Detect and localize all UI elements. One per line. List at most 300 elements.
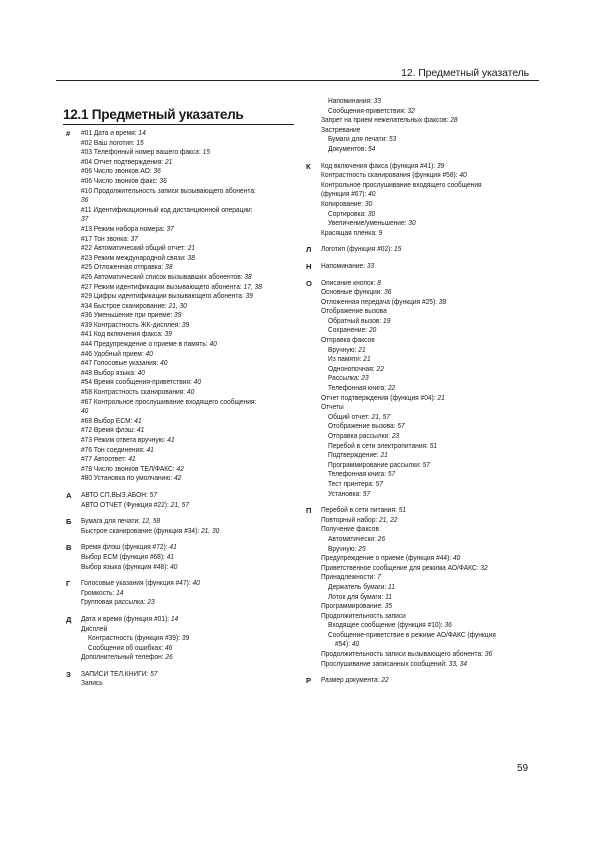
- index-entry-term: АВТО СП.ВЫЗ.АБОН:: [81, 490, 150, 499]
- index-entry-pages: 32: [407, 106, 415, 115]
- index-entry: [321, 355, 523, 365]
- index-entry-term: Отчеты: [321, 403, 344, 412]
- index-entry-pages: 11: [385, 592, 392, 601]
- index-entry-term: (функция #67):: [321, 190, 369, 199]
- index-entry: [321, 190, 523, 200]
- index-entry: [321, 602, 523, 612]
- index-entry-term: Телефонная книга:: [327, 470, 388, 479]
- index-entry-pages: 14: [170, 614, 179, 623]
- index-entry-pages: 30: [367, 209, 376, 218]
- index-entry-pages: 57: [149, 490, 158, 499]
- index-entry-pages: 41: [134, 416, 142, 425]
- page-header: [56, 52, 539, 81]
- index-entry-pages: 7: [377, 573, 381, 582]
- index-entry: [321, 432, 523, 442]
- index-entry-pages: 41: [136, 426, 145, 435]
- index-entry-term: #03 Телефонный номер вашего факса:: [81, 148, 203, 157]
- index-entry: [321, 516, 523, 526]
- index-group: [66, 129, 300, 484]
- index-entry: [321, 442, 523, 452]
- index-entry-term: Выбор ECM (функция #68):: [81, 552, 167, 561]
- index-entry-term: #76 Тон соединения:: [81, 445, 147, 454]
- index-entry-term: #13 Режим набора номера:: [81, 224, 167, 233]
- index-entry-pages: 26: [377, 534, 386, 543]
- index-entry-pages: 42: [173, 474, 182, 483]
- index-entry-pages: 40: [145, 349, 153, 358]
- index-group-letter: К: [306, 161, 311, 171]
- section-title: 12.1 Предметный указатель: [63, 107, 244, 122]
- index-entry: [321, 116, 523, 126]
- index-entry: [321, 413, 523, 423]
- index-entry-pages: 21: [380, 451, 388, 460]
- index-entry: [81, 634, 285, 644]
- index-entry-pages: 14: [138, 129, 146, 137]
- index-entry-term: Однонопочная:: [327, 364, 377, 373]
- index-entry-pages: 38: [165, 263, 173, 272]
- index-entry: [81, 388, 285, 398]
- index-entry: [81, 359, 285, 369]
- index-entry: [81, 206, 285, 216]
- index-entry-term: #58 Контрастность сканирования:: [81, 388, 187, 397]
- index-entry-pages: 41: [167, 436, 175, 444]
- index-entry: [81, 517, 285, 527]
- index-entry: [81, 436, 285, 446]
- index-entry-pages: 36: [159, 176, 167, 185]
- index-entry: [321, 640, 523, 650]
- index-entry-term: Автоматически:: [327, 534, 378, 543]
- index-entry: [321, 490, 523, 500]
- index-entry: [81, 283, 285, 293]
- index-entry: [321, 480, 523, 490]
- index-entry-pages: 21: [437, 393, 445, 402]
- page-number: 59: [517, 763, 529, 774]
- index-group: [306, 97, 538, 155]
- index-entry: [81, 177, 285, 187]
- index-entry-term: Размер документа:: [321, 676, 382, 685]
- index-entry-pages: 53: [388, 135, 397, 144]
- index-entry-pages: 40: [160, 359, 168, 368]
- index-entry-pages: 21: [363, 355, 371, 364]
- index-entry-pages: 40: [452, 554, 461, 563]
- index-entry: [81, 398, 285, 408]
- index-entry: [321, 660, 523, 670]
- index-entry: [321, 573, 523, 583]
- index-entry-pages: 41: [169, 543, 177, 552]
- index-entry-term: #54):: [334, 640, 352, 649]
- index-entry: [81, 625, 285, 635]
- index-entry: [81, 167, 285, 177]
- index-group: [306, 676, 538, 686]
- index-entry-term: Повторный набор:: [321, 515, 380, 524]
- index-entry: [321, 593, 523, 603]
- index-entry: [81, 302, 285, 312]
- index-entry-term: Прослушивание записанных сообщений:: [321, 659, 449, 668]
- index-entry-pages: 36: [484, 650, 493, 659]
- index-group-letter: Б: [66, 517, 72, 527]
- index-entry-pages: 39: [181, 320, 190, 329]
- index-entry-term: #17 Тон звонка:: [81, 234, 131, 243]
- index-entry-pages: 8: [377, 278, 381, 287]
- index-entry-pages: 57: [375, 479, 383, 488]
- index-entry: [81, 244, 285, 254]
- index-entry-term: Основные функции:: [321, 288, 385, 297]
- index-entry: [321, 461, 523, 471]
- index-entry-term: Приветственное сообщение для режима АО/ФАКС:: [321, 563, 481, 572]
- index-entry: [81, 407, 285, 417]
- index-entry-pages: 40: [368, 190, 376, 199]
- index-entry-term: #54 Время сообщения-приветствия:: [81, 378, 194, 387]
- index-entry-pages: 41: [128, 455, 136, 464]
- index-entry-term: Лоток для бумаги:: [327, 592, 386, 601]
- index-entry: [81, 644, 285, 654]
- index-entry: [321, 326, 523, 336]
- index-entry-term: #06 Число звонков факс:: [81, 176, 160, 185]
- index-entry: [81, 670, 285, 680]
- index-entry: [81, 474, 285, 484]
- index-entry-term: Запись: [81, 679, 103, 688]
- index-entry-term: Установка:: [327, 489, 363, 498]
- index-entry-term: Входящее сообщение (функция #10):: [327, 621, 445, 630]
- index-entry-pages: 57: [150, 669, 158, 678]
- index-entry: [321, 650, 523, 660]
- index-entry: [321, 210, 523, 220]
- index-entry-term: Голосовые указания (функция #47):: [81, 579, 193, 588]
- index-entry-pages: 15: [136, 138, 144, 147]
- index-entry: [81, 129, 285, 139]
- index-entry: [321, 107, 523, 117]
- index-group: [66, 670, 300, 689]
- index-entry-term: #80 Установка по умолчанию:: [81, 474, 174, 483]
- index-entry-term: Выбор языка (функция #48):: [81, 562, 171, 571]
- index-entry-term: #44 Предупреждение о приеме в память:: [81, 340, 210, 349]
- index-entry: [321, 219, 523, 229]
- index-entry-term: Сообщения об ошибках:: [87, 643, 165, 652]
- index-group-letter: Р: [306, 676, 312, 686]
- index-entry-term: Принадлежности:: [321, 573, 378, 582]
- section-title-underline: [63, 124, 294, 125]
- index-entry: [81, 543, 285, 553]
- index-entry: [321, 506, 523, 516]
- index-entry-pages: 33: [373, 97, 382, 105]
- index-entry-term: Контрастность (функция #39):: [87, 634, 182, 643]
- index-entry: [321, 279, 523, 289]
- index-entry-term: #04 Отчет подтверждения:: [81, 157, 165, 166]
- index-entry-pages: 15: [202, 148, 210, 157]
- index-entry: [321, 181, 523, 191]
- index-entry-term: #11 Идентификационный код дистанционной операции:: [81, 205, 253, 214]
- index-entry-term: #47 Голосовые указания:: [81, 359, 161, 368]
- index-entry: [321, 545, 523, 555]
- index-entry: [321, 612, 523, 622]
- index-entry-term: Сортировка:: [327, 209, 368, 218]
- index-entry-pages: 28: [450, 116, 458, 125]
- index-entry-pages: 19: [383, 316, 391, 325]
- index-entry: [81, 615, 285, 625]
- index-entry-term: #73 Режим ответа вручную:: [81, 436, 168, 444]
- index-group-letter: В: [66, 543, 72, 553]
- index-entry-term: #34 Быстрое сканирование:: [81, 301, 169, 310]
- index-entry-pages: 36: [153, 167, 161, 176]
- index-entry-term: #72 Время флэш:: [81, 426, 137, 435]
- index-entry-pages: 26: [165, 653, 173, 662]
- index-entry: [81, 378, 285, 388]
- index-entry: [321, 384, 523, 394]
- index-entry-term: Продолжительность записи вызывающего абонента:: [321, 650, 485, 659]
- index-entry: [81, 196, 285, 206]
- index-entry-term: Описание кнопок:: [321, 278, 378, 287]
- index-entry-term: Рассылка:: [327, 374, 362, 383]
- index-entry: [81, 235, 285, 245]
- index-entry-term: #39 Контрастность ЖК-дисплея:: [81, 320, 182, 329]
- index-entry-pages: 39: [174, 311, 182, 320]
- index-entry: [81, 340, 285, 350]
- index-group: [306, 506, 538, 669]
- index-group-letter: Л: [306, 245, 312, 255]
- index-entry-pages: 35: [384, 602, 393, 611]
- index-entry: [81, 417, 285, 427]
- index-entry: [321, 346, 523, 356]
- index-entry: [81, 491, 285, 501]
- index-entry-term: Продолжительность записи: [321, 611, 406, 620]
- index-entry-term: Предупреждение о приеме (функция #44):: [321, 554, 453, 563]
- index-entry-term: Отображение вызова: [321, 307, 387, 316]
- index-entry-term: #01 Дата и время:: [81, 129, 139, 137]
- index-entry-term: Напоминание:: [321, 261, 367, 270]
- index-entry-term: Программирование рассылки:: [327, 460, 423, 469]
- index-entry: [321, 564, 523, 574]
- index-entry-pages: 36: [81, 196, 89, 205]
- index-entry: [321, 676, 523, 686]
- index-entry-pages: 57: [397, 422, 405, 431]
- index-entry: [81, 215, 285, 225]
- index-entry-pages: 23: [147, 598, 155, 607]
- index-entry: [321, 229, 523, 239]
- index-entry: [321, 631, 523, 641]
- index-entry-term: Дата и время (функция #01):: [81, 614, 171, 623]
- index-entry-pages: 40: [186, 388, 195, 397]
- index-entry-term: Вручную:: [327, 345, 359, 354]
- index-entry-term: ЗАПИСИ ТЕЛ.КНИГИ:: [81, 669, 151, 678]
- index-entry: [81, 426, 285, 436]
- index-entry-term: #02 Ваш логотип:: [81, 138, 137, 147]
- index-entry-pages: 21, 30: [168, 301, 187, 310]
- index-entry: [321, 126, 523, 136]
- index-entry-term: Получение факсов: [321, 525, 379, 534]
- index-entry-term: Перебой в сети электропитания:: [327, 441, 430, 450]
- index-entry: [321, 374, 523, 384]
- index-entry: [81, 158, 285, 168]
- index-entry-term: Телефонная книга:: [327, 384, 388, 393]
- index-entry-term: Документов:: [327, 144, 369, 153]
- index-entry: [321, 317, 523, 327]
- index-entry: [81, 292, 285, 302]
- index-entry-pages: 42: [176, 464, 184, 473]
- index-group: [306, 162, 538, 239]
- index-group-letter: А: [66, 490, 72, 500]
- index-group: [66, 543, 300, 572]
- index-entry-term: Отложенная передача (функция #25):: [321, 297, 439, 306]
- index-entry-term: Из памяти:: [327, 355, 364, 364]
- index-entry: [81, 679, 285, 689]
- index-entry-term: #27 Режим идентификации вызывающего абонента:: [81, 282, 244, 291]
- index-entry-term: АВТО ОТЧЕТ (Функция #22):: [81, 500, 171, 509]
- index-entry-term: Общий отчет:: [327, 412, 372, 421]
- index-entry: [321, 394, 523, 404]
- index-group: [66, 579, 300, 608]
- index-entry-pages: 40: [192, 579, 200, 588]
- index-entry-term: Сохранение:: [327, 326, 369, 335]
- index-entry-term: Красящая пленка:: [321, 228, 379, 237]
- index-entry-term: Застревание: [321, 125, 361, 134]
- index-entry-pages: 33, 34: [448, 659, 468, 668]
- index-entry: [81, 350, 285, 360]
- index-entry-pages: 32: [480, 563, 488, 572]
- index-entry: [81, 225, 285, 235]
- index-entry-term: Перебой в сети питания:: [321, 506, 399, 515]
- index-entry: [321, 621, 523, 631]
- index-entry-pages: 41: [166, 552, 175, 561]
- index-entry: [81, 369, 285, 379]
- index-entry-pages: 23: [391, 432, 400, 440]
- index-group-letter: Н: [306, 261, 312, 271]
- index-entry-pages: 36: [384, 288, 392, 297]
- index-entry-term: Групповая рассылка:: [81, 598, 148, 607]
- index-entry-pages: 51: [429, 441, 438, 450]
- index-entry-term: Подтверждение:: [327, 451, 381, 460]
- index-entry-pages: 38: [438, 297, 447, 306]
- index-entry-term: #68 Выбор ECM:: [81, 416, 135, 425]
- index-entry-term: Громкость:: [81, 588, 117, 597]
- index-entry-pages: 22: [376, 364, 384, 373]
- index-entry-pages: 40: [170, 562, 178, 571]
- index-group: [66, 491, 300, 510]
- index-entry-term: Копирование:: [321, 199, 365, 208]
- index-entry-pages: 33: [366, 261, 375, 270]
- index-entry-term: #46 Удобный прием:: [81, 349, 146, 358]
- index-entry-term: Бумага для печати:: [81, 517, 142, 526]
- index-entry-term: Контрастность сканирования (функция #58):: [321, 171, 460, 180]
- index-entry: [321, 403, 523, 413]
- index-entry-pages: 37: [81, 215, 89, 224]
- index-entry: [321, 554, 523, 564]
- index-entry-pages: 46: [164, 643, 173, 652]
- index-entry: [321, 262, 523, 272]
- index-entry-pages: 39: [436, 161, 445, 170]
- index-entry-term: Вручную:: [327, 544, 359, 553]
- index-entry: [321, 525, 523, 535]
- index-entry: [321, 422, 523, 432]
- index-entry: [321, 470, 523, 480]
- index-entry-pages: 36: [444, 621, 452, 630]
- index-entry-pages: 21: [187, 244, 196, 253]
- index-group-letter: О: [306, 278, 312, 288]
- index-entry-term: #10 Продолжительность записи вызывающего абонента:: [81, 186, 256, 195]
- index-entry-pages: 30: [364, 199, 373, 208]
- index-entry: [81, 139, 285, 149]
- index-entry: [321, 145, 523, 155]
- index-entry: [81, 589, 285, 599]
- index-group: [306, 279, 538, 500]
- index-entry-term: Отчет подтверждения (функция #04):: [321, 393, 438, 402]
- index-entry-term: Держатель бумаги:: [327, 582, 389, 591]
- index-entry-term: Быстрое сканирование (функция #34):: [81, 526, 201, 535]
- index-group: [66, 615, 300, 663]
- index-entry: [321, 336, 523, 346]
- index-entry-pages: 37: [130, 234, 138, 243]
- index-entry-pages: 39: [245, 292, 253, 301]
- index-entry-pages: 22: [381, 676, 389, 685]
- index-entry-pages: 40: [81, 407, 89, 416]
- index-entry: [81, 330, 285, 340]
- index-entry: [321, 171, 523, 181]
- index-entry: [321, 288, 523, 298]
- index-entry: [81, 465, 285, 475]
- index-entry-term: Программирование:: [321, 602, 385, 611]
- index-entry: [81, 148, 285, 158]
- index-entry: [81, 254, 285, 264]
- index-group-letter: #: [66, 129, 71, 138]
- index-entry: [321, 200, 523, 210]
- index-entry-term: #36 Уменьшение при приеме:: [81, 311, 175, 320]
- index-entry-pages: 9: [378, 228, 383, 237]
- index-entry-pages: 21, 22: [379, 515, 398, 524]
- index-entry: [81, 653, 285, 663]
- index-entry-pages: 54: [368, 144, 376, 153]
- index-entry: [321, 135, 523, 145]
- index-entry-pages: 23: [361, 374, 369, 383]
- index-entry-pages: 38: [187, 253, 195, 262]
- index-column-right: [306, 97, 538, 686]
- index-entry-term: Напоминания:: [327, 97, 374, 105]
- index-entry: [81, 446, 285, 456]
- index-entry: [321, 298, 523, 308]
- index-entry-pages: 41: [146, 445, 154, 454]
- index-entry: [321, 307, 523, 317]
- index-entry: [81, 527, 285, 537]
- index-entry-pages: 14: [116, 588, 124, 597]
- index-entry-pages: 40: [193, 378, 201, 387]
- index-group-letter: Д: [66, 614, 72, 624]
- index-entry: [81, 501, 285, 511]
- index-entry-term: #22 Автоматический общий отчет:: [81, 244, 188, 253]
- index-entry: [81, 579, 285, 589]
- index-entry: [321, 583, 523, 593]
- index-entry-pages: 21, 30: [200, 526, 220, 535]
- index-entry-pages: 37: [166, 224, 174, 233]
- index-entry-term: Увеличение/уменьшение:: [327, 219, 409, 228]
- index-entry: [81, 273, 285, 283]
- index-entry: [81, 598, 285, 608]
- index-entry-pages: 38: [244, 272, 252, 281]
- index-entry-term: Дополнительный телефон:: [81, 653, 166, 662]
- index-entry-pages: 57: [387, 470, 396, 479]
- index-entry-term: Дисплей: [81, 624, 108, 633]
- index-entry: [321, 162, 523, 172]
- index-entry: [321, 97, 523, 107]
- index-entry: [81, 263, 285, 273]
- index-entry-term: Отображение вызова:: [327, 422, 398, 431]
- index-entry-pages: 21, 57: [371, 412, 390, 421]
- index-entry-term: Сообщения-приветствия:: [327, 106, 408, 115]
- index-entry-pages: 21, 57: [170, 500, 190, 509]
- index-entry-pages: 15: [394, 245, 402, 254]
- index-entry-pages: 39: [181, 634, 190, 643]
- index-entry-pages: 25: [358, 544, 366, 553]
- index-entry-term: Логотип (функция #02):: [321, 245, 395, 254]
- index-entry-pages: 40: [351, 640, 360, 649]
- index-entry-term: Сообщение-приветствие в режиме АО/ФАКС (функция: [327, 630, 496, 639]
- index-group-letter: Г: [66, 579, 71, 589]
